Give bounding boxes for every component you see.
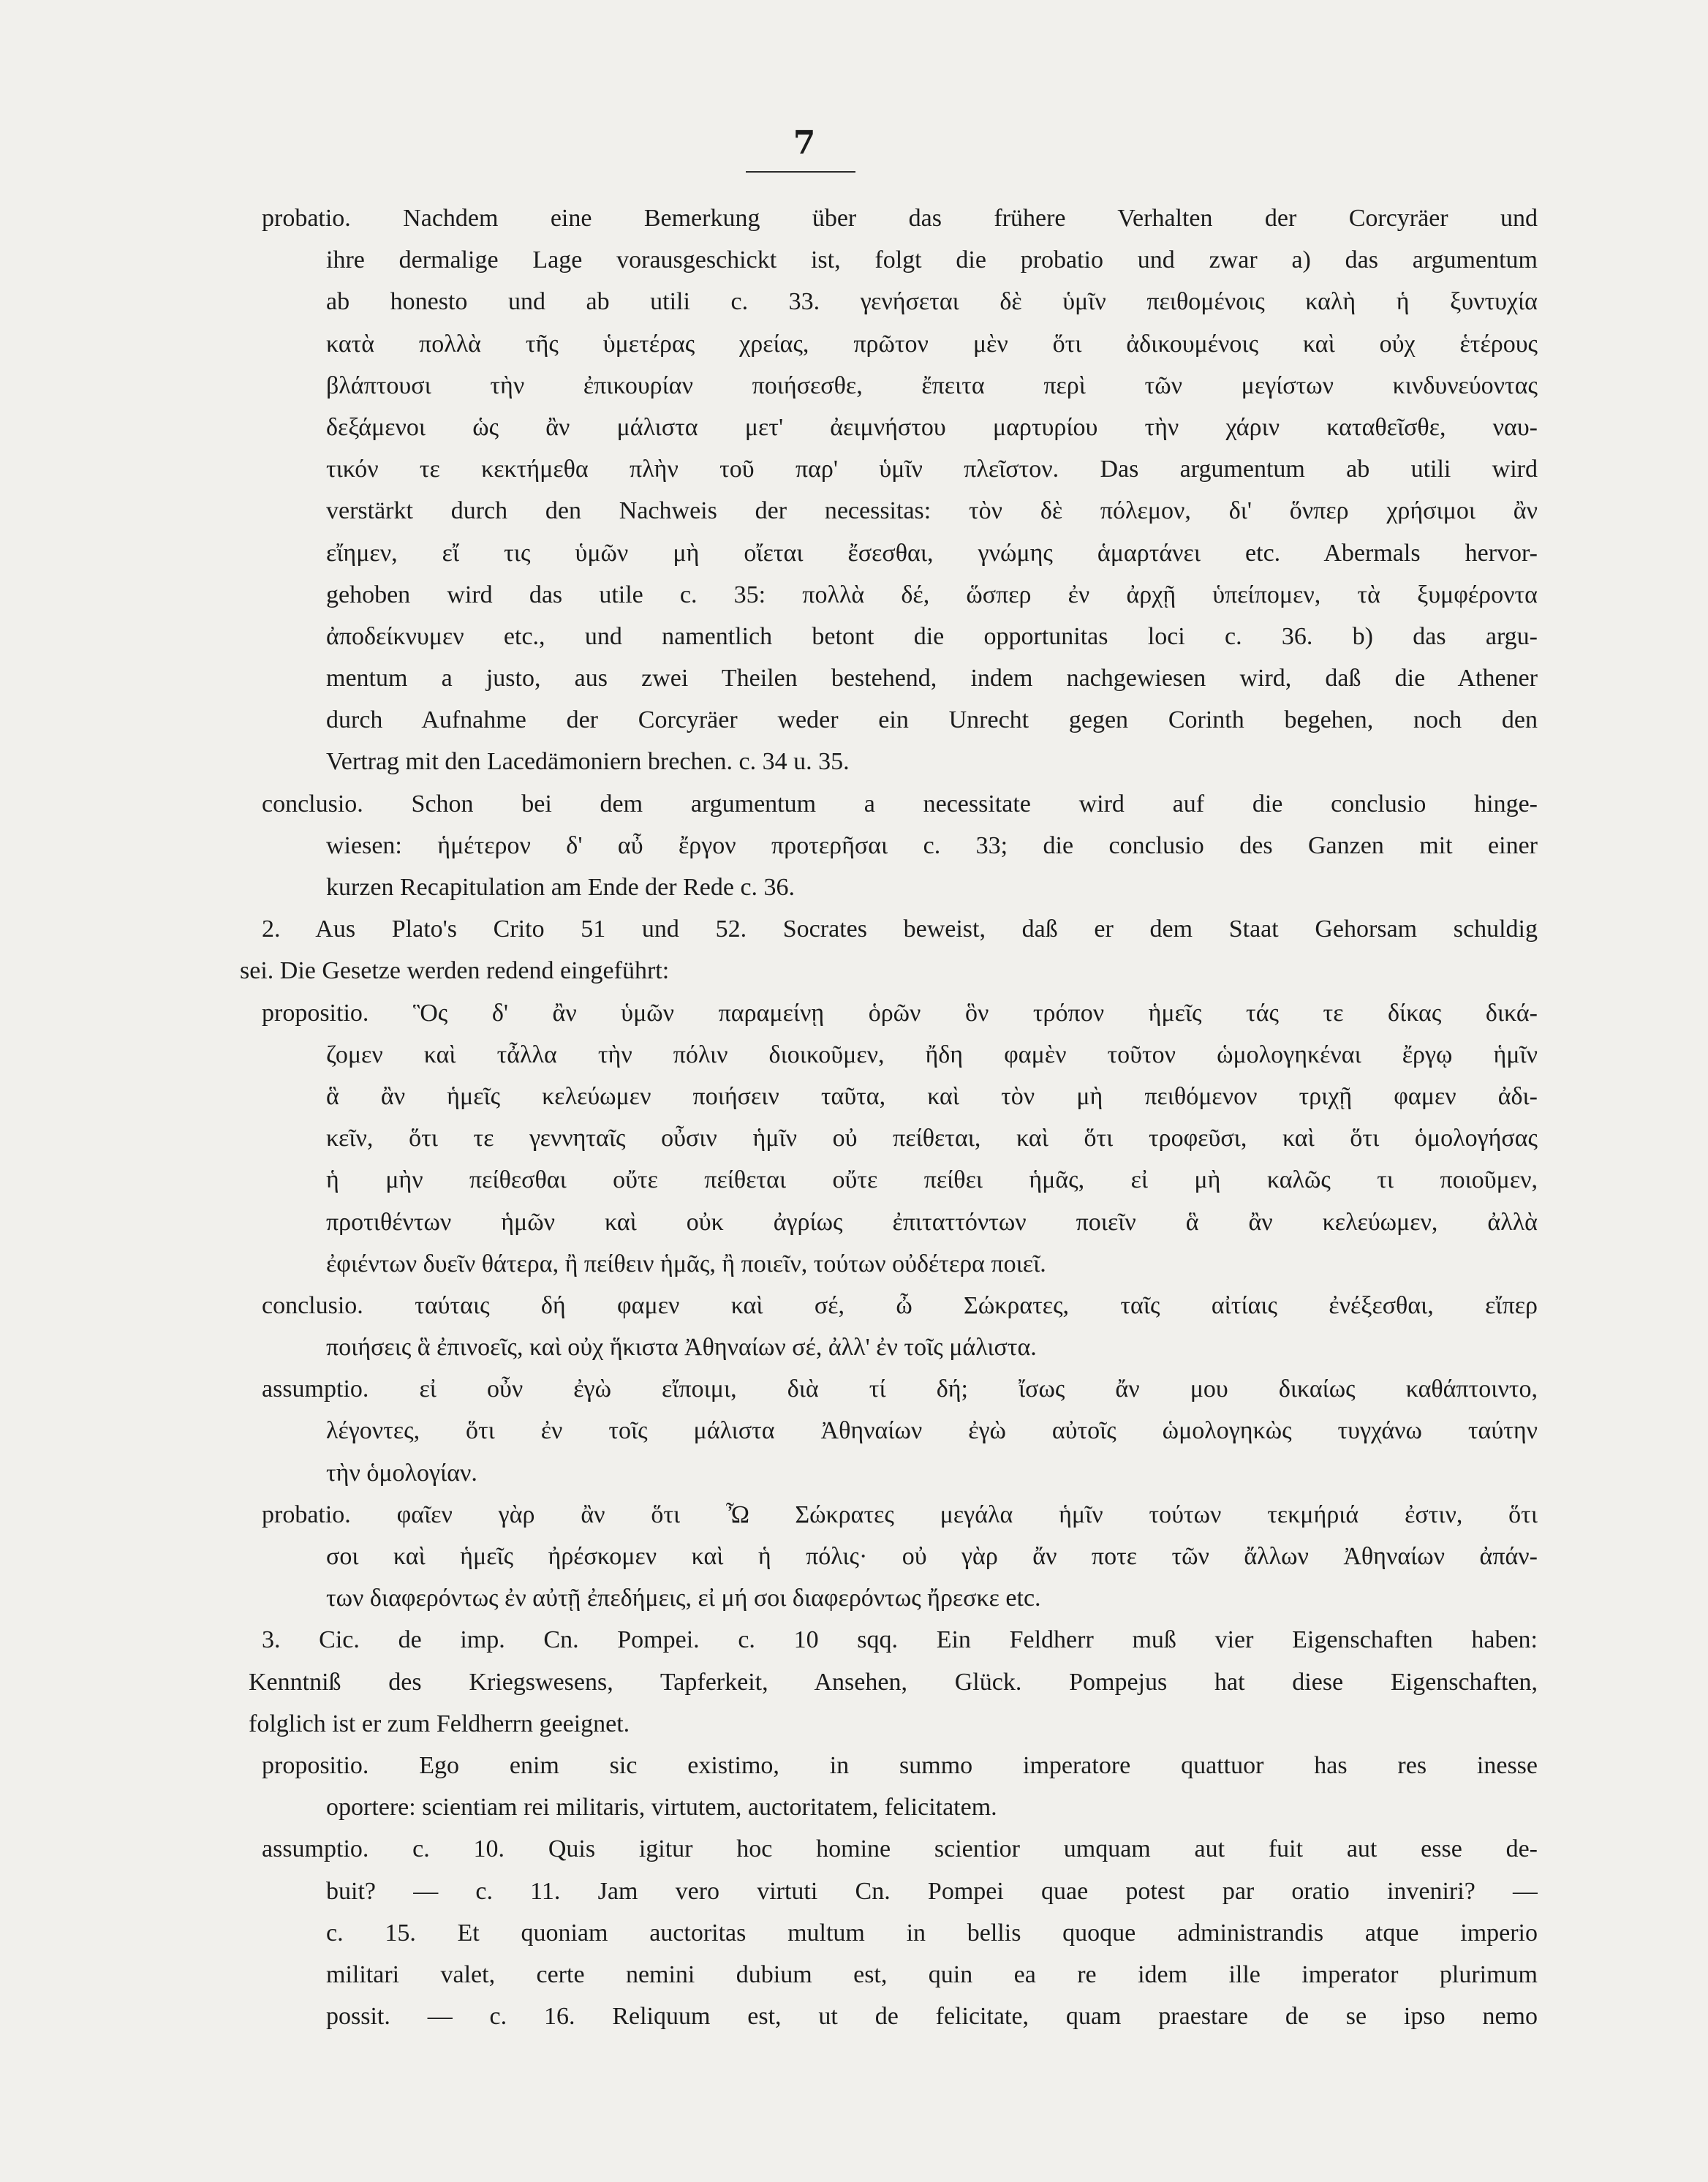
text-line: durch Aufnahme der Corcyräer weder ein Unrecht gegen Corinth begehen, noch den [326,706,1538,734]
text-line: κεῖν, ὅτι τε γεννηταῖς οὖσιν ἡμῖν οὐ πείθεται, καὶ ὅτι τροφεῦσι, καὶ ὅτι ὁμολογήσας [326,1125,1538,1152]
text-line: mentum a justo, aus zwei Theilen bestehend, indem nachgewiesen wird, daß die Athener [326,665,1538,692]
text-line: ἃ ἂν ἡμεῖς κελεύωμεν ποιήσειν ταῦτα, καὶ τὸν μὴ πειθόμενον τριχῇ φαμεν ἀδι- [326,1082,1538,1110]
text-line: των διαφερόντως ἐν αὐτῇ ἐπεδήμεις, εἰ μή σοι διαφερόντως ἤρεσκε etc. [326,1585,1041,1612]
text-line: εἴημεν, εἴ τις ὑμῶν μὴ οἴεται ἔσεσθαι, γνώμης ἁμαρτάνει etc. Abermals hervor- [326,539,1538,567]
text-line: ἐφιέντων δυεῖν θάτερα, ἢ πείθειν ἡμᾶς, ἢ ποιεῖν, τούτων οὐδέτερα ποιεῖ. [326,1250,1046,1277]
text-line: προτιθέντων ἡμῶν καὶ οὐκ ἀγρίως ἐπιταττόντων ποιεῖν ἃ ἂν κελεύωμεν, ἀλλὰ [326,1208,1538,1236]
text-line: Vertrag mit den Lacedämoniern brechen. c. 34 u. 35. [326,748,850,776]
text-line: κατὰ πολλὰ τῆς ὑμετέρας χρείας, πρῶτον μὲν ὅτι ἀδικουμένοις καὶ οὐχ ἑτέρους [326,330,1538,358]
text-line: verstärkt durch den Nachweis der necessitas: τὸν δὲ πόλεμον, δι' ὅνπερ χρήσιμοι ἂν [326,497,1538,525]
text-line: assumptio. εἰ οὖν ἐγὼ εἴποιμι, διὰ τί δή; ἴσως ἄν μου δικαίως καθάπτοιντο, [262,1375,1538,1403]
text-line: conclusio. Schon bei dem argumentum a necessitate wird auf die conclusio hinge- [262,790,1538,818]
text-line: gehoben wird das utile c. 35: πολλὰ δέ, ὥσπερ ἐν ἀρχῇ ὑπείπομεν, τὰ ξυμφέροντα [326,581,1538,608]
text-line: conclusio. ταύταις δή φαμεν καὶ σέ, ὦ Σώκρατες, ταῖς αἰτίαις ἐνέξεσθαι, εἴπερ [262,1291,1538,1319]
text-line: kurzen Recapitulation am Ende der Rede c. 36. [326,874,796,901]
body-text [240,197,1538,2037]
text-line: δεξάμενοι ὡς ἂν μάλιστα μετ' ἀειμνήστου μαρτυρίου τὴν χάριν καταθεῖσθε, ναυ- [326,413,1538,441]
text-line: 3. Cic. de imp. Cn. Pompei. c. 10 sqq. Ein Feldherr muß vier Eigenschaften haben: [262,1626,1538,1654]
text-line: ἡ μὴν πείθεσθαι οὔτε πείθεται οὔτε πείθει ἡμᾶς, εἰ μὴ καλῶς τι ποιοῦμεν, [326,1166,1538,1194]
text-line: propositio. Ego enim sic existimo, in summo imperatore quattuor has res inesse [262,1751,1538,1779]
text-line: ποιήσεις ἃ ἐπινοεῖς, καὶ οὐχ ἥκιστα Ἀθηναίων σέ, ἀλλ' ἐν τοῖς μάλιστα. [326,1334,1037,1362]
page-number-rule [746,171,855,173]
text-line: oportere: scientiam rei militaris, virtutem, auctoritatem, felicitatem. [326,1794,997,1822]
text-line: ab honesto und ab utili c. 33. γενήσεται δὲ ὑμῖν πειθομένοις καλὴ ἡ ξυντυχία [326,288,1538,316]
text-line: sei. Die Gesetze werden redend eingeführt: [240,957,670,985]
text-line: assumptio. c. 10. Quis igitur hoc homine scientior umquam aut fuit aut esse de- [262,1835,1538,1863]
text-line: wiesen: ἡμέτερον δ' αὖ ἔργον προτερῆσαι c. 33; die conclusio des Ganzen mit einer [326,831,1538,859]
text-line: buit? — c. 11. Jam vero virtuti Cn. Pompei quae potest par oratio inveniri? — [326,1877,1538,1905]
text-line: probatio. φαῖεν γὰρ ἂν ὅτι Ὦ Σώκρατες μεγάλα ἡμῖν τούτων τεκμήριά ἐστιν, ὅτι [262,1500,1538,1528]
text-line: σοι καὶ ἡμεῖς ἠρέσκομεν καὶ ἡ πόλις· οὐ γὰρ ἄν ποτε τῶν ἄλλων Ἀθηναίων ἀπάν- [326,1543,1538,1570]
text-line: λέγοντες, ὅτι ἐν τοῖς μάλιστα Ἀθηναίων ἐγὼ αὐτοῖς ὡμολογηκὼς τυγχάνω ταύτην [326,1417,1538,1445]
text-line: τὴν ὁμολογίαν. [326,1459,477,1487]
text-line: propositio. Ὃς δ' ἂν ὑμῶν παραμείνῃ ὁρῶν ὃν τρόπον ἡμεῖς τάς τε δίκας δικά- [262,999,1538,1027]
page-number: 7 [793,124,816,162]
text-line: folglich ist er zum Feldherrn geeignet. [249,1710,630,1737]
text-line: Kenntniß des Kriegswesens, Tapferkeit, Ansehen, Glück. Pompejus hat diese Eigenschaften, [249,1668,1538,1696]
text-line: ζομεν καὶ τἆλλα τὴν πόλιν διοικοῦμεν, ἤδη φαμὲν τοῦτον ὡμολογηκέναι ἔργῳ ἡμῖν [326,1041,1538,1068]
text-line: ἀποδείκνυμεν etc., und namentlich betont die opportunitas loci c. 36. b) das argu- [326,622,1538,650]
text-line: probatio. Nachdem eine Bemerkung über das frühere Verhalten der Corcyräer und [262,205,1538,232]
text-line: possit. — c. 16. Reliquum est, ut de felicitate, quam praestare de se ipso nemo [326,2003,1538,2031]
text-line: τικόν τε κεκτήμεθα πλὴν τοῦ παρ' ὑμῖν πλεῖστον. Das argumentum ab utili wird [326,456,1538,483]
text-line: 2. Aus Plato's Crito 51 und 52. Socrates beweist, daß er dem Staat Gehorsam schuldig [262,916,1538,943]
text-line: militari valet, certe nemini dubium est, quin ea re idem ille imperator plurimum [326,1960,1538,1988]
text-line: βλάπτουσι τὴν ἐπικουρίαν ποιήσεσθε, ἔπειτα περὶ τῶν μεγίστων κινδυνεύοντας [326,371,1538,399]
text-line: ihre dermalige Lage vorausgeschickt ist, folgt die probatio und zwar a) das argumentum [326,246,1538,274]
text-line: c. 15. Et quoniam auctoritas multum in bellis quoque administrandis atque imperio [326,1919,1538,1947]
